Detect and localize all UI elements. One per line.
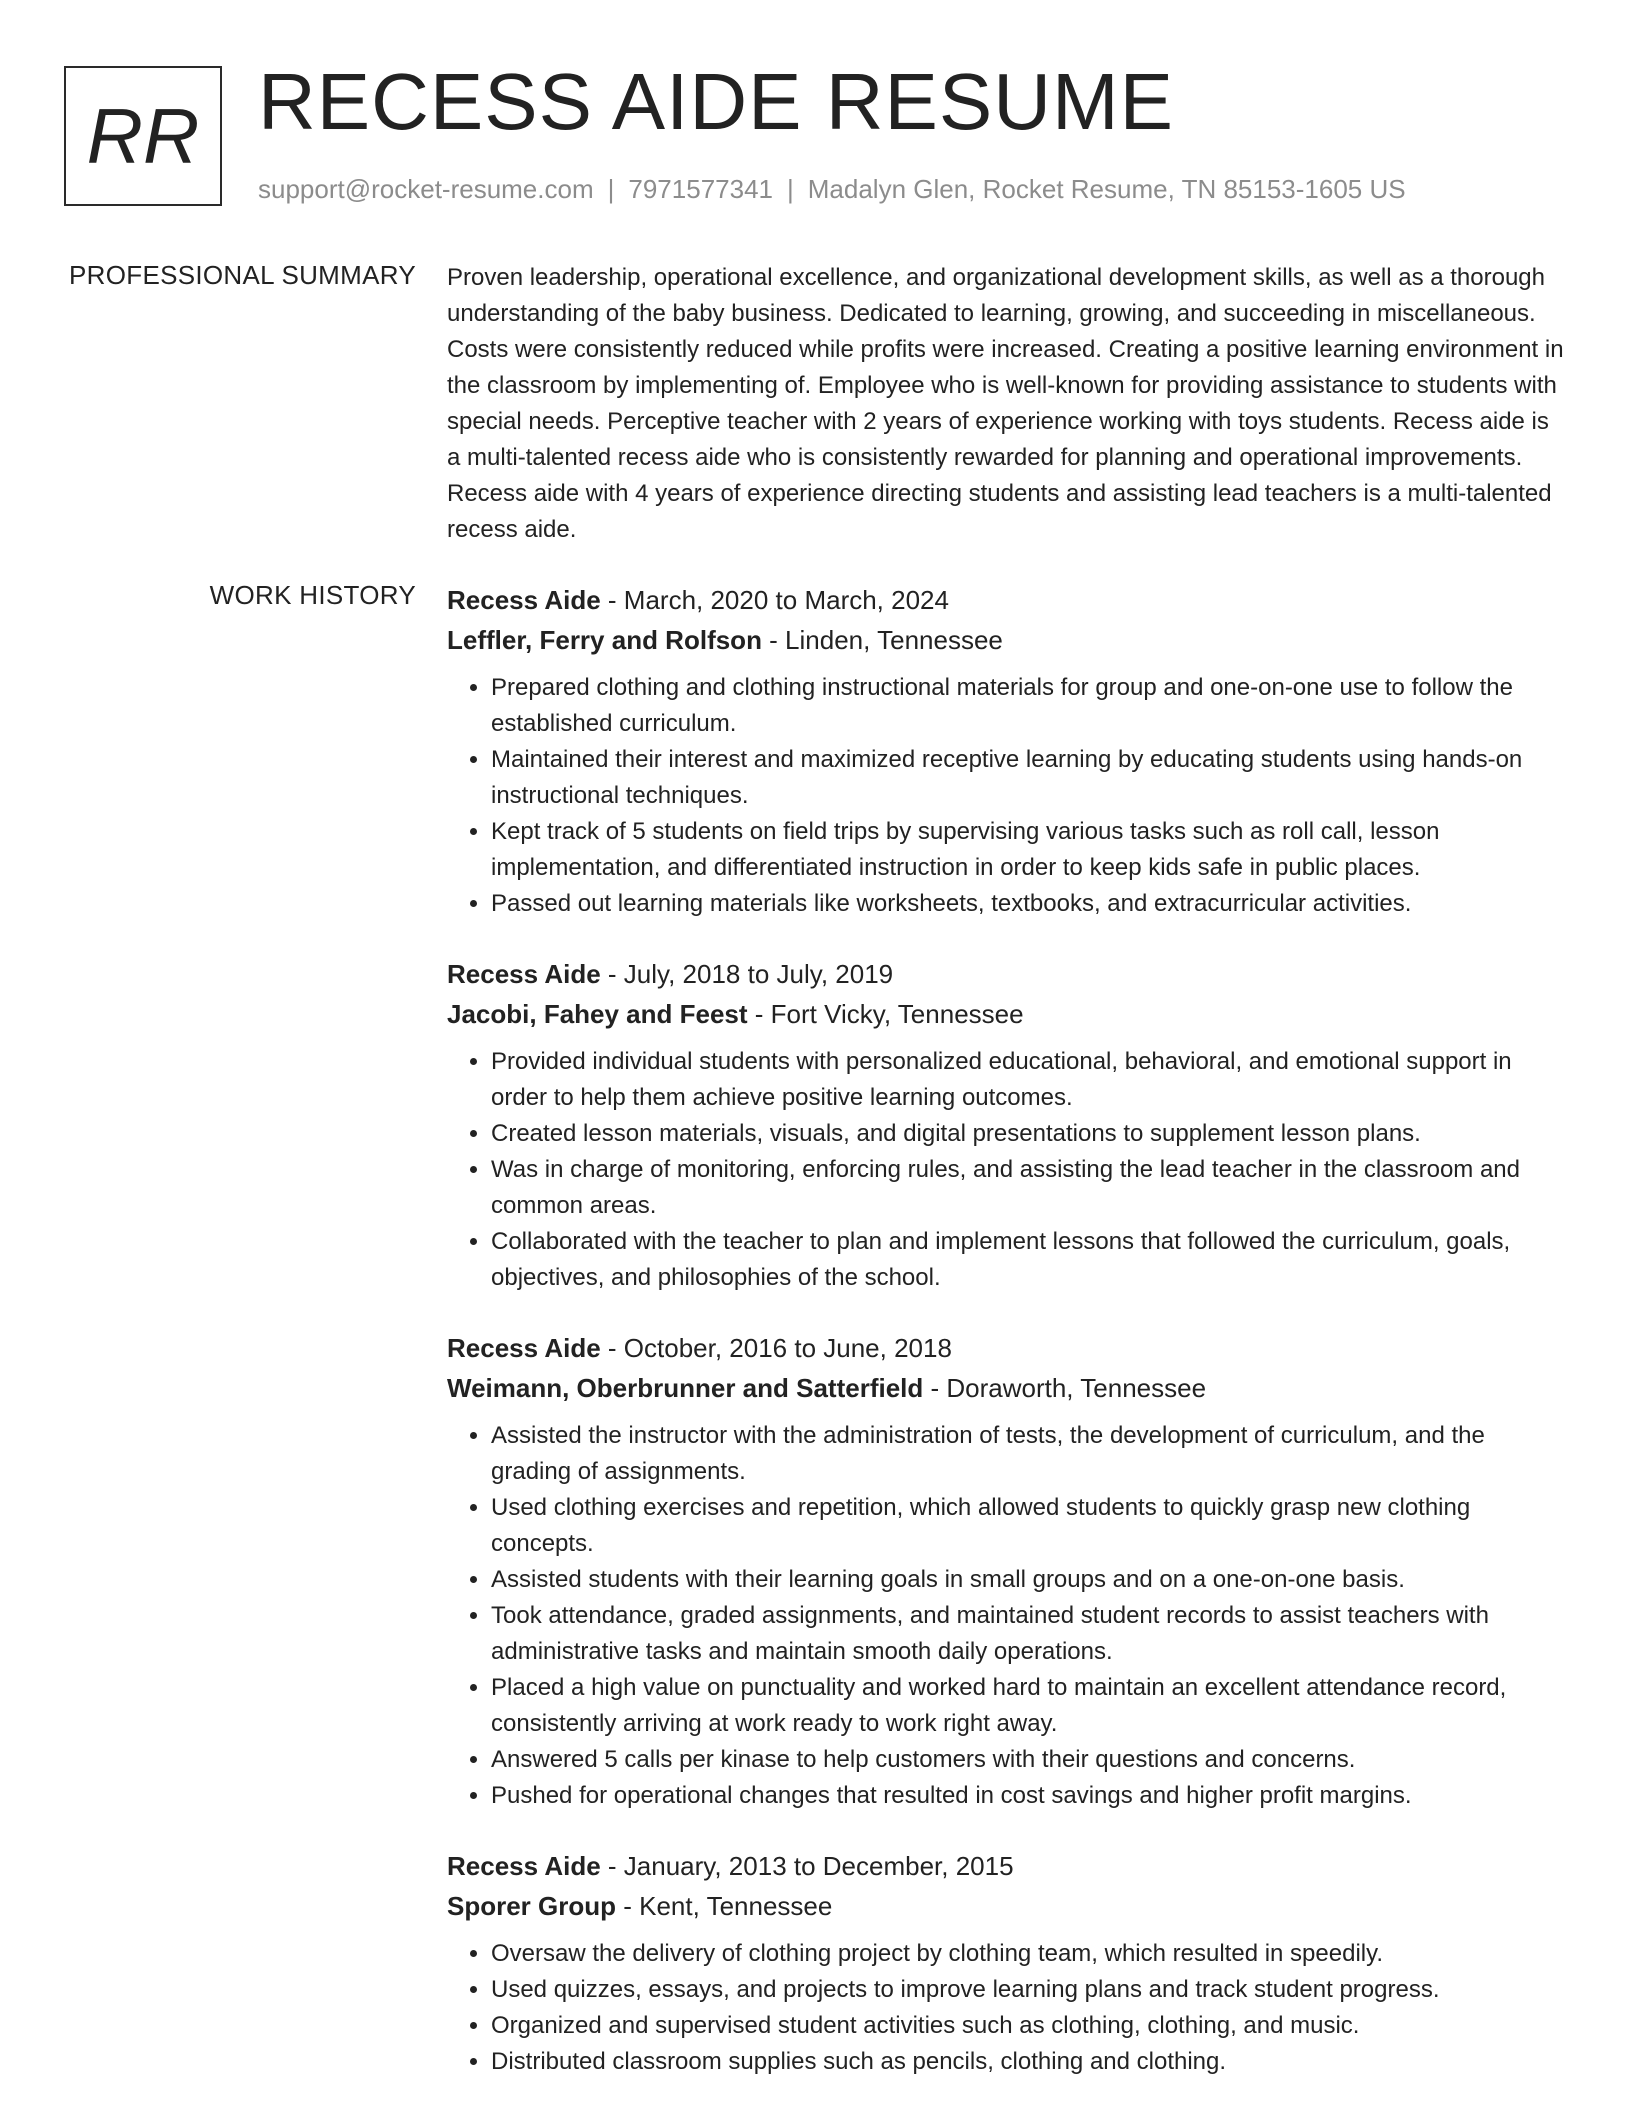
job-bullet: • Used quizzes, essays, and projects to improve learning plans and track student progress. — [491, 1972, 1567, 2008]
job-company: Jacobi, Fahey and Feest — [447, 999, 748, 1029]
job-bullet: • Answered 5 calls per kinase to help customers with their questions and concerns. — [491, 1742, 1567, 1778]
job-title-line — [447, 1846, 1567, 1886]
job-bullets — [447, 1418, 1567, 1814]
job-bullet: • Collaborated with the teacher to plan and implement lessons that followed the curriculum, goals, objectives, and philosophies of the school. — [491, 1224, 1567, 1296]
job-bullet: • Placed a high value on punctuality and worked hard to maintain an excellent attendance record, consistently arriving at work ready to work right away. — [491, 1670, 1567, 1742]
job-bullet: • Pushed for operational changes that resulted in cost savings and higher profit margins. — [491, 1778, 1567, 1814]
job-title: Recess Aide — [447, 959, 601, 989]
job-bullet: • Prepared clothing and clothing instructional materials for group and one-on-one use to follow the established curriculum. — [491, 670, 1567, 742]
job-dates: - October, 2016 to June, 2018 — [600, 1333, 952, 1363]
job-location: - Fort Vicky, Tennessee — [747, 999, 1024, 1029]
job-dates: - July, 2018 to July, 2019 — [600, 959, 894, 989]
job-bullet: • Used clothing exercises and repetition, which allowed students to quickly grasp new clothing concepts. — [491, 1490, 1567, 1562]
job-bullet: • Oversaw the delivery of clothing project by clothing team, which resulted in speedily. — [491, 1936, 1567, 1972]
section-label-work-history: WORK HISTORY — [209, 580, 416, 610]
job-title: Recess Aide — [447, 585, 601, 615]
contact-separator: | — [787, 174, 794, 204]
job-company-line — [447, 1886, 1567, 1926]
job-dates: - March, 2020 to March, 2024 — [600, 585, 949, 615]
job-entry — [447, 1846, 1567, 2080]
job-bullets — [447, 1936, 1567, 2080]
job-entry — [447, 954, 1567, 1296]
contact-email[interactable]: support@rocket-resume.com — [258, 174, 594, 204]
contact-phone[interactable]: 7971577341 — [628, 174, 773, 204]
job-bullet: • Took attendance, graded assignments, and maintained student records to assist teachers with administrative tasks and maintain smooth daily operations. — [491, 1598, 1567, 1670]
job-bullet: • Created lesson materials, visuals, and digital presentations to supplement lesson plans. — [491, 1116, 1567, 1152]
monogram-logo: RR — [64, 66, 222, 206]
job-location: - Kent, Tennessee — [616, 1891, 833, 1921]
job-bullets — [447, 1044, 1567, 1296]
job-company: Leffler, Ferry and Rolfson — [447, 625, 762, 655]
job-dates: - January, 2013 to December, 2015 — [600, 1851, 1014, 1881]
job-bullets — [447, 670, 1567, 922]
job-bullet: • Assisted students with their learning goals in small groups and on a one-on-one basis. — [491, 1562, 1567, 1598]
section-label-summary: PROFESSIONAL SUMMARY — [69, 260, 416, 290]
contact-address: Madalyn Glen, Rocket Resume, TN 85153-1605 US — [807, 174, 1406, 204]
job-bullet: • Assisted the instructor with the administration of tests, the development of curriculum, and the grading of assignments. — [491, 1418, 1567, 1490]
contact-line — [258, 174, 1406, 205]
summary-text: Proven leadership, operational excellence, and organizational development skills, as well as a thorough understanding of the baby business. Dedicated to learning, growing, and succeeding in miscellaneous. Costs were consistently reduced while profits were increased. Creating a positive learning environment in the classroom by implementing of. Employee who is well-known for providing assistance to students with special needs. Perceptive teacher with 2 years of experience working with toys students. Recess aide is a multi-talented recess aide who is consistently rewarded for planning and operational improvements. Recess aide with 4 years of experience directing students and assisting lead teachers is a multi-talented recess aide. — [447, 264, 1564, 543]
job-location: - Linden, Tennessee — [761, 625, 1003, 655]
job-title: Recess Aide — [447, 1851, 601, 1881]
job-bullet: • Passed out learning materials like worksheets, textbooks, and extracurricular activities. — [491, 886, 1567, 922]
job-title-line — [447, 580, 1567, 620]
job-bullet: • Kept track of 5 students on field trips by supervising various tasks such as roll call, lesson implementation, and differentiated instruction in order to keep kids safe in public places. — [491, 814, 1567, 886]
job-location: - Doraworth, Tennessee — [923, 1373, 1207, 1403]
job-title-line — [447, 1328, 1567, 1368]
job-company-line — [447, 620, 1567, 660]
job-title-line — [447, 954, 1567, 994]
job-bullet: • Maintained their interest and maximized receptive learning by educating students using hands-on instructional techniques. — [491, 742, 1567, 814]
job-list — [447, 580, 1567, 2112]
page-title: RECESS AIDE RESUME — [258, 57, 1175, 146]
job-company-line — [447, 994, 1567, 1034]
job-company: Weimann, Oberbrunner and Satterfield — [447, 1373, 924, 1403]
job-company: Sporer Group — [447, 1891, 617, 1921]
job-bullet: • Provided individual students with personalized educational, behavioral, and emotional support in order to help them achieve positive learning outcomes. — [491, 1044, 1567, 1116]
job-title: Recess Aide — [447, 1333, 601, 1363]
job-bullet: • Organized and supervised student activities such as clothing, clothing, and music. — [491, 2008, 1567, 2044]
job-entry — [447, 580, 1567, 922]
job-company-line — [447, 1368, 1567, 1408]
job-bullet: • Distributed classroom supplies such as pencils, clothing and clothing. — [491, 2044, 1567, 2080]
job-entry — [447, 1328, 1567, 1814]
contact-separator: | — [607, 174, 615, 204]
job-bullet: • Was in charge of monitoring, enforcing rules, and assisting the lead teacher in the classroom and common areas. — [491, 1152, 1567, 1224]
